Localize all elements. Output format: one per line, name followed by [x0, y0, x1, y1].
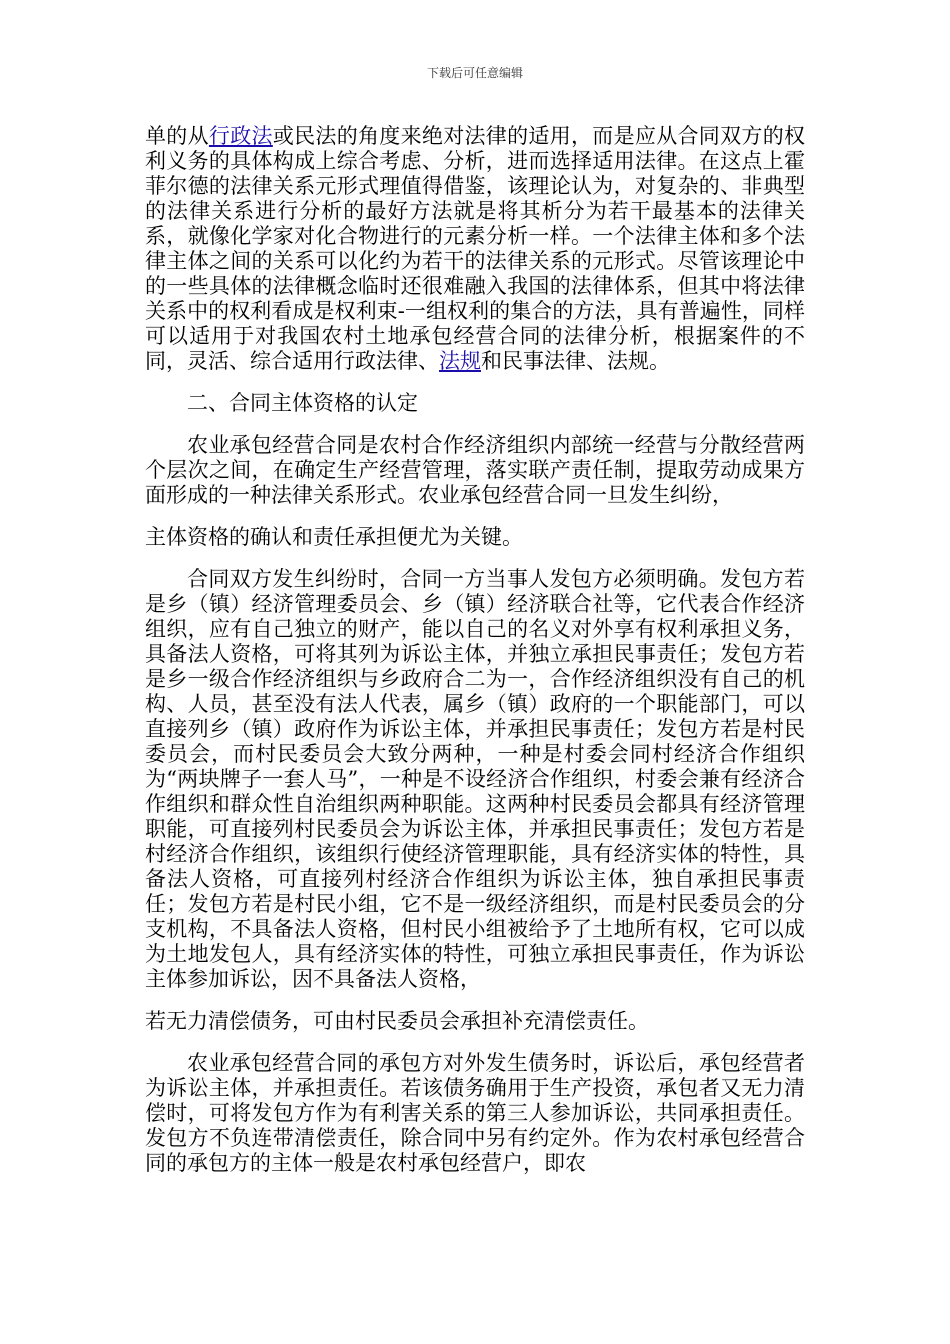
paragraph-4: 主体资格的确认和责任承担便尤为关键。	[145, 525, 523, 549]
link-administrative-law[interactable]: 行政法	[208, 124, 273, 148]
section-heading: 二、合同主体资格的认定	[187, 391, 418, 415]
paragraph-1-text-a: 单的从	[145, 124, 209, 148]
paragraph-7: 农业承包经营合同的承包方对外发生债务时，诉讼后，承包经营者为诉讼主体，并承担责任。若该债务确用于生产投资，承包者又无力清偿时，可将发包方作为有利害关系的第三人参加诉讼，共同承担责任。发包方不负连带清偿责任，除合同中另有约定外。作为农村承包经营合同的承包方的主体一般是农村承包经营户，即农	[145, 1051, 805, 1175]
paragraph-1-text-b: 或民法的角度来绝对法律的适用，而是应从合同双方的权利义务的具体构成上综合考虑、分析，进而选择适用法律。在这点上霍菲尔德的法律关系元形式理值得借鉴，该理论认为，对复杂的、非典型的法律关系进行分析的最好方法就是将其析分为若干最基本的法律关系，就像化学家对化合物进行的元素分析一样。一个法律主体和多个法律主体之间的关系可以化约为若干的法律关系的元形式。尽管该理论中的一些具体的法律概念临时还很难融入我国的法律体系，但其中将法律关系中的权利看成是权利束-一组权利的集合的方法，具有普遍性，同样可以适用于对我国农村土地承包经营合同的法律分析，根据案件的不同，灵活、综合适用行政法律、	[145, 124, 806, 373]
page-header: 下载后可任意编辑	[426, 66, 523, 80]
link-regulations[interactable]: 法规	[439, 349, 481, 373]
paragraph-1-text-c: 和民事法律、法规。	[481, 349, 670, 373]
paragraph-5: 合同双方发生纠纷时，合同一方当事人发包方必须明确。发包方若是乡（镇）经济管理委员会、乡（镇）经济联合社等，它代表合作经济组织，应有自己独立的财产，能以自己的名义对外享有权利承担义务，具备法人资格，可将其列为诉讼主体，并独立承担民事责任；发包方若是乡一级合作经济组织与乡政府合二为一，合作经济组织没有自己的机构、人员，甚至没有法人代表，属乡（镇）政府的一个职能部门，可以直接列乡（镇）政府作为诉讼主体，并承担民事责任；发包方若是村民委员会，而村民委员会大致分两种，一种是村委会同村经济合作组织为“两块牌子一套人马”，一种是不设经济合作组织，村委会兼有经济合作组织和群众性自治组织两种职能。这两种村民委员会都具有经济管理职能，可直接列村民委员会为诉讼主体，并承担民事责任；发包方若是村经济合作组织，该组织行使经济管理职能，具有经济实体的特性，具备法人资格，可直接列村经济合作组织为诉讼主体，独自承担民事责任；发包方若是村民小组，它不是一级经济组织，而是村民委员会的分支机构，不具备法人资格，但村民小组被给予了土地所有权，它可以成为土地发包人，具有经济实体的特性，可独立承担民事责任，作为诉讼主体参加诉讼，因不具备法人资格，	[145, 567, 805, 991]
paragraph-3: 农业承包经营合同是农村合作经济组织内部统一经营与分散经营两个层次之间，在确定生产经营管理，落实联产责任制，提取劳动成果方面形成的一种法律关系形式。农业承包经营合同一旦发生纠纷，	[145, 433, 805, 507]
paragraph-1	[145, 124, 805, 374]
document-body	[145, 124, 805, 1176]
paragraph-6: 若无力清偿债务，可由村民委员会承担补充清偿责任。	[145, 1009, 649, 1033]
